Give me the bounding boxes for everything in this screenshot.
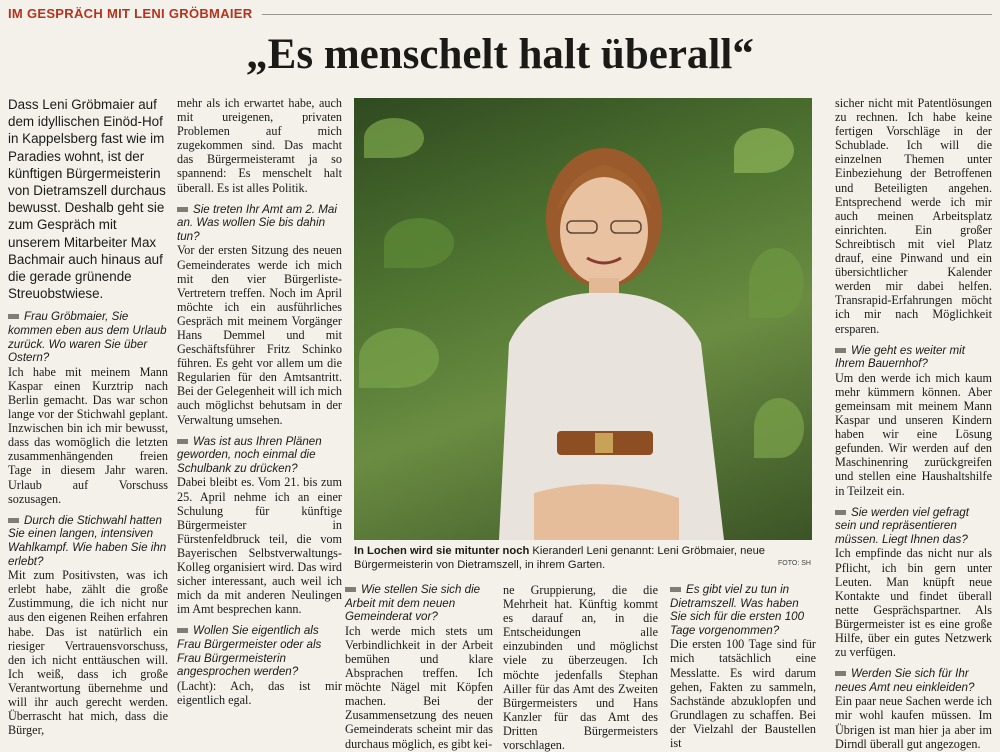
answer: mehr als ich erwartet habe, auch mit ureigenen, privaten Problemen auf mich zugekommen sind. Das macht das Bürgermeisteramt ja so spannend: Es menschelt halt überall. Es ist alles Politik.: [177, 96, 342, 195]
question-text: Es gibt viel zu tun in Dietramszell. Was haben Sie sich für die ersten 100 Tage vorgenommen?: [670, 583, 805, 637]
question-text: Wie stellen Sie sich die Arbeit mit dem neuen Gemeinderat vor?: [345, 583, 481, 624]
column-1: [8, 96, 168, 737]
leaf-shape: [364, 118, 424, 158]
question-text: Durch die Stichwahl hatten Sie einen langen, intensiven Wahlkampf. Wie haben Sie ihn erlebt?: [8, 513, 167, 568]
question-text: Wie geht es weiter mit Ihrem Bauernhof?: [835, 343, 965, 371]
kicker-rule: [262, 14, 992, 15]
answer: Um den werde ich mich kaum mehr kümmern können. Aber gemeinsam mit meinem Mann Kaspar und unseren Kindern haben wir eine Lösung gefunden. Wir werden auf den Maschinenring zurückgreifen und stellen eine Haushaltshilfe in Teilzeit ein.: [835, 370, 992, 498]
answer: Vor der ersten Sitzung des neuen Gemeinderates werde ich mich mit den vier Bürgerliste-Vertretern treffen. Noch im April möchte ich ein ausführliches Gespräch mit meinem Vorgänger Hans Demmel und mit Geschäftsführer Fritz Schinko führen. Es geht vor allem um die Regularien für den Amtsantritt. Bei der Gelegenheit will ich mich auch möglichst behutsam in der Verwaltung umsehen.: [177, 243, 342, 427]
column-2: [177, 96, 342, 707]
kicker: IM GESPRÄCH MIT LENI GRÖBMAIER: [8, 6, 253, 21]
question-marker-icon: [8, 314, 19, 319]
question-marker-icon: [835, 510, 846, 515]
question-marker-icon: [835, 671, 846, 676]
answer: Die ersten 100 Tage sind für mich tatsächlich eine Messlatte. Es wird darum gehen, Fakten zu sammeln, Sachstände abzuklopfen und Grundlagen zu schaffen. Bei der Vielzahl der Baustellen ist: [670, 637, 816, 751]
woman-figure: [439, 103, 759, 540]
question: [8, 514, 168, 568]
question: [177, 624, 342, 678]
answer: Mit zum Positivsten, was ich erlebt habe, zählt die große Zustimmung, die ich nicht nur aus den eigenen Reihen erfahren habe. Das ist natürlich ein riesiger Vertrauensvorschuss, den ich nicht enttäuschen will. Ich weiß, dass ich große Verantwortung übernehme und will ihr auch gerecht werden. Überrascht hat mich, dass die Bürger,: [8, 568, 168, 738]
portrait-photo: [354, 98, 812, 540]
question: [835, 506, 992, 547]
answer: Dabei bleibt es. Vom 21. bis zum 25. April nehme ich an einer Schulung für künftige Bürgermeister in Fürstenfeldbruck teil, die vom Bayerischen Selbstverwaltungs-Kolleg organisiert wird. Das wird sicher interessant, auch weil ich mich da mit anderen Neulingen im Amt besprechen kann.: [177, 475, 342, 617]
question: [835, 667, 992, 694]
question-marker-icon: [177, 439, 188, 444]
leaf-shape: [754, 398, 804, 458]
photo-credit: FOTO: SH: [778, 560, 811, 567]
question: [345, 583, 493, 624]
answer: Ich werde mich stets um Verbindlichkeit in der Arbeit bemühen und klare Absprachen treffen. Ich möchte Nägel mit Köpfen machen. Bei der Zusammensetzung des neuen Gemeinderats scheint mir das durchaus möglich, es gibt kei-: [345, 623, 493, 751]
caption-bold: In Lochen wird sie mitunter noch: [354, 545, 530, 557]
answer: sicher nicht mit Patentlösungen zu rechnen. Ich habe keine fertigen Vorschläge in der Schublade. Ich will die einzelnen Themen unter Einbeziehung der Betroffenen und Beteiligten angehen. Entsprechend werde ich mir auch meinen Arbeitsplatz einrichten. Ein großer Schreibtisch mit viel Platz drauf, eine Pinwand und ein übersichtlicher Kalender werden mir dabei helfen. Transrapid-Erfahrungen möcht ich mir nach Möglichkeit ersparen.: [835, 96, 992, 336]
question-text: Was ist aus Ihren Plänen geworden, noch einmal die Schulbank zu drücken?: [177, 434, 322, 475]
answer: (Lacht): Ach, das ist mir eigentlich egal.: [177, 678, 342, 707]
caption-text: Kieranderl Leni genannt: Leni Gröbmaier, neue Bürgermeisterin von Dietramszell, in ihrem Garten.: [354, 545, 766, 571]
question-marker-icon: [345, 587, 356, 592]
answer: Ich habe mit meinem Mann Kaspar einen Kurztrip nach Berlin gemacht. Das war schon lange vor der Stichwahl geplant. Inzwischen bin ich mir bewusst, dass das womöglich die letzten zusammenhängenden freien Tage in diesem Jahr waren. Urlaub auf Vorschuss sozusagen.: [8, 364, 168, 506]
answer: Ein paar neue Sachen werde ich mir wohl kaufen müssen. Im Übrigen ist man hier ja aber im Dirndl überall gut angezogen.: [835, 694, 992, 751]
question-marker-icon: [8, 518, 19, 523]
answer: Ich empfinde das nicht nur als Pflicht, ich bin gern unter Leuten. Man knüpft neue Kontakte und findet überall nette Gesprächspartner. Als Bürgermeister ist es eine große Hilfe, über ein gutes Netzwerk zu verfügen.: [835, 546, 992, 660]
column-3: [345, 583, 493, 751]
question-text: Wollen Sie eigentlich als Frau Bürgermeister oder als Frau Bürgermeisterin angesprochen werden?: [177, 624, 322, 679]
lead-text: Dass Leni Gröbmaier auf dem idyllischen Einöd-Hof in Kappelsberg fast wie im Paradies wohnt, ist der künftigen Bürgermeisterin von Dietramszell durchaus bewusst. Deshalb geht sie zum Gespräch mit unserem Mitarbeiter Max Bachmair auch hinaus auf die gerade grünende Streuobstwiese.: [8, 97, 166, 302]
question-marker-icon: [177, 207, 188, 212]
question: [177, 435, 342, 476]
question-marker-icon: [670, 587, 681, 592]
question: [835, 344, 992, 371]
question: [670, 583, 816, 637]
question: [177, 203, 342, 244]
question-marker-icon: [177, 628, 188, 633]
answer: ne Gruppierung, die die Mehrheit hat. Künftig kommt es darauf an, in die Entscheidungen alle einzubinden und möglichst viele zu überzeugen. Ich möchte jedenfalls Stephan Ailler für das Amt des Zweiten Bürgermeisters und Hans Kanzler für das Amt des Dritten Bürgermeisters vorschlagen.: [503, 583, 658, 752]
question-text: Sie werden viel gefragt sein und repräsentieren müssen. Liegt Ihnen das?: [835, 505, 969, 546]
headline: „Es menschelt halt überall“: [246, 31, 754, 78]
photo-caption: [354, 544, 812, 572]
question-text: Frau Gröbmaier, Sie kommen eben aus dem Urlaub zurück. Wo waren Sie über Ostern?: [8, 310, 167, 365]
leaf-shape: [359, 328, 439, 388]
question-marker-icon: [835, 348, 846, 353]
column-6: [835, 96, 992, 751]
question: [8, 310, 168, 364]
column-5: [670, 583, 816, 750]
column-4: [503, 583, 658, 752]
question-text: Sie treten Ihr Amt am 2. Mai an. Was wollen Sie bis dahin tun?: [177, 202, 337, 243]
question-text: Werden Sie sich für Ihr neues Amt neu einkleiden?: [835, 667, 975, 694]
